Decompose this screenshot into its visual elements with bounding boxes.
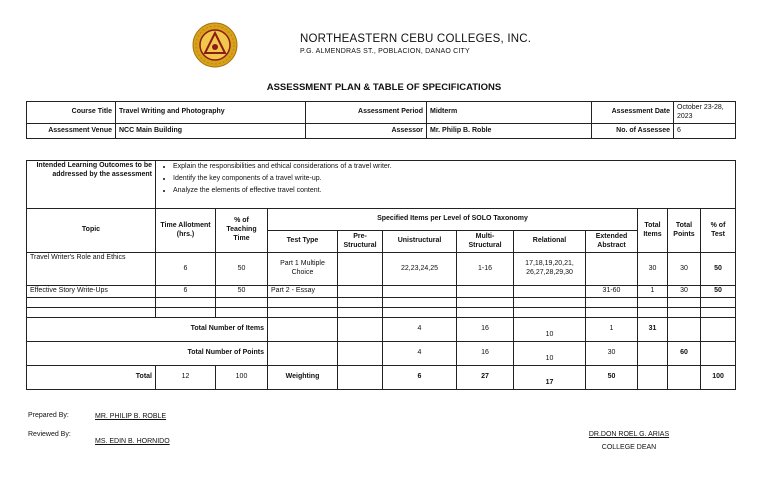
header-topic: Topic [27, 209, 156, 253]
total-time: 12 [156, 365, 216, 389]
header-prestructural: Pre-Structural [338, 231, 383, 253]
header-extended-abstract: Extended Abstract [586, 231, 638, 253]
points-cell: 30 [668, 286, 701, 298]
ilo-item: • Analyze the elements of effective travel content. [173, 187, 732, 196]
empty-row [27, 307, 736, 317]
total-points-label: Total Number of Points [27, 341, 268, 365]
pct-test-cell: 50 [701, 286, 736, 298]
total-items-label: Total Number of Items [27, 317, 268, 341]
header-total-points: Total Points [668, 209, 701, 253]
total-relational: 10 [514, 317, 586, 341]
test-type-cell: Part 2 - Essay [268, 286, 338, 298]
weighting-multi: 27 [457, 365, 514, 389]
total-uni: 4 [383, 317, 457, 341]
reviewed-by-name: MS. EDIN B. HORNIDO [95, 438, 170, 445]
topic-cell: Travel Writer's Role and Ethics [27, 253, 156, 286]
multi-cell: 1-16 [457, 253, 514, 286]
venue-label: Assessment Venue [27, 124, 116, 139]
extended-cell [586, 253, 638, 286]
reviewed-by-label: Reviewed By: [28, 431, 71, 438]
items-cell: 1 [638, 286, 668, 298]
prepared-by-label: Prepared By: [28, 412, 69, 419]
header-solo: Specified Items per Level of SOLO Taxonomy [268, 209, 638, 231]
prepared-by-name: MR. PHILIP B. ROBLE [95, 413, 167, 420]
uni-cell: 22,23,24,25 [383, 253, 457, 286]
assessee-value: 6 [674, 124, 736, 139]
info-table [26, 101, 736, 139]
tos-table [26, 160, 736, 390]
points-cell: 30 [668, 253, 701, 286]
points-uni: 4 [383, 341, 457, 365]
header-time: Time Allotment (hrs.) [156, 209, 216, 253]
pct-cell: 50 [216, 253, 268, 286]
total-extended: 1 [586, 317, 638, 341]
assessor-value: Mr. Philip B. Roble [427, 124, 592, 139]
extended-cell: 31-60 [586, 286, 638, 298]
assessment-date-value: October 23-28, 2023 [674, 102, 736, 124]
uni-cell [383, 286, 457, 298]
header-multistructural: Multi-Structural [457, 231, 514, 253]
header-test-type: Test Type [268, 231, 338, 253]
header-unistructural: Unistructural [383, 231, 457, 253]
total-items-value: 31 [638, 317, 668, 341]
weighting-extended: 50 [586, 365, 638, 389]
pct-cell: 50 [216, 286, 268, 298]
relational-cell: 17,18,19,20,21, 26,27,28,29,30 [514, 253, 586, 286]
dean-name: DR.DON ROEL G. ARIAS [588, 431, 670, 438]
topic-cell: Effective Story Write-Ups [27, 286, 156, 298]
assessee-label: No. of Assessee [592, 124, 674, 139]
header-relational: Relational [514, 231, 586, 253]
assessment-period-value: Midterm [427, 102, 592, 124]
ilo-item: • Explain the responsibilities and ethical considerations of a travel writer. [173, 163, 732, 172]
test-type-cell: Part 1 Multiple Choice [268, 253, 338, 286]
total-multi: 16 [457, 317, 514, 341]
dean-title: COLLEGE DEAN [601, 444, 657, 451]
total-pct: 100 [216, 365, 268, 389]
assessor-label: Assessor [306, 124, 427, 139]
assessment-period-label: Assessment Period [306, 102, 427, 124]
document-title: ASSESSMENT PLAN & TABLE OF SPECIFICATIONS [266, 82, 502, 93]
header-pct-teaching: % of Teaching Time [216, 209, 268, 253]
institution-address: P.G. ALMENDRAS ST., POBLACION, DANAO CITY [300, 48, 470, 55]
header-pct-test: % of Test [701, 209, 736, 253]
venue-value: NCC Main Building [116, 124, 306, 139]
empty-row [27, 297, 736, 307]
items-cell: 30 [638, 253, 668, 286]
course-title-value: Travel Writing and Photography [116, 102, 306, 124]
total-label: Total [27, 365, 156, 389]
college-seal-icon [192, 22, 238, 68]
weighting-relational: 17 [514, 365, 586, 389]
points-extended: 30 [586, 341, 638, 365]
weighting-uni: 6 [383, 365, 457, 389]
ilo-list [156, 161, 736, 209]
pct-test-cell: 50 [701, 253, 736, 286]
points-relational: 10 [514, 341, 586, 365]
pre-cell [338, 253, 383, 286]
total-points-value: 60 [668, 341, 701, 365]
assessment-date-label: Assessment Date [592, 102, 674, 124]
time-cell: 6 [156, 286, 216, 298]
ilo-label: Intended Learning Outcomes to be addressed by the assessment [27, 161, 156, 209]
weighting-label: Weighting [268, 365, 338, 389]
header-total-items: Total Items [638, 209, 668, 253]
points-multi: 16 [457, 341, 514, 365]
institution-name: NORTHEASTERN CEBU COLLEGES, INC. [300, 33, 532, 45]
course-title-label: Course Title [27, 102, 116, 124]
ilo-item: • Identify the key components of a travel write-up. [173, 175, 732, 184]
pre-cell [338, 286, 383, 298]
total-pct-test: 100 [701, 365, 736, 389]
relational-cell [514, 286, 586, 298]
time-cell: 6 [156, 253, 216, 286]
multi-cell [457, 286, 514, 298]
